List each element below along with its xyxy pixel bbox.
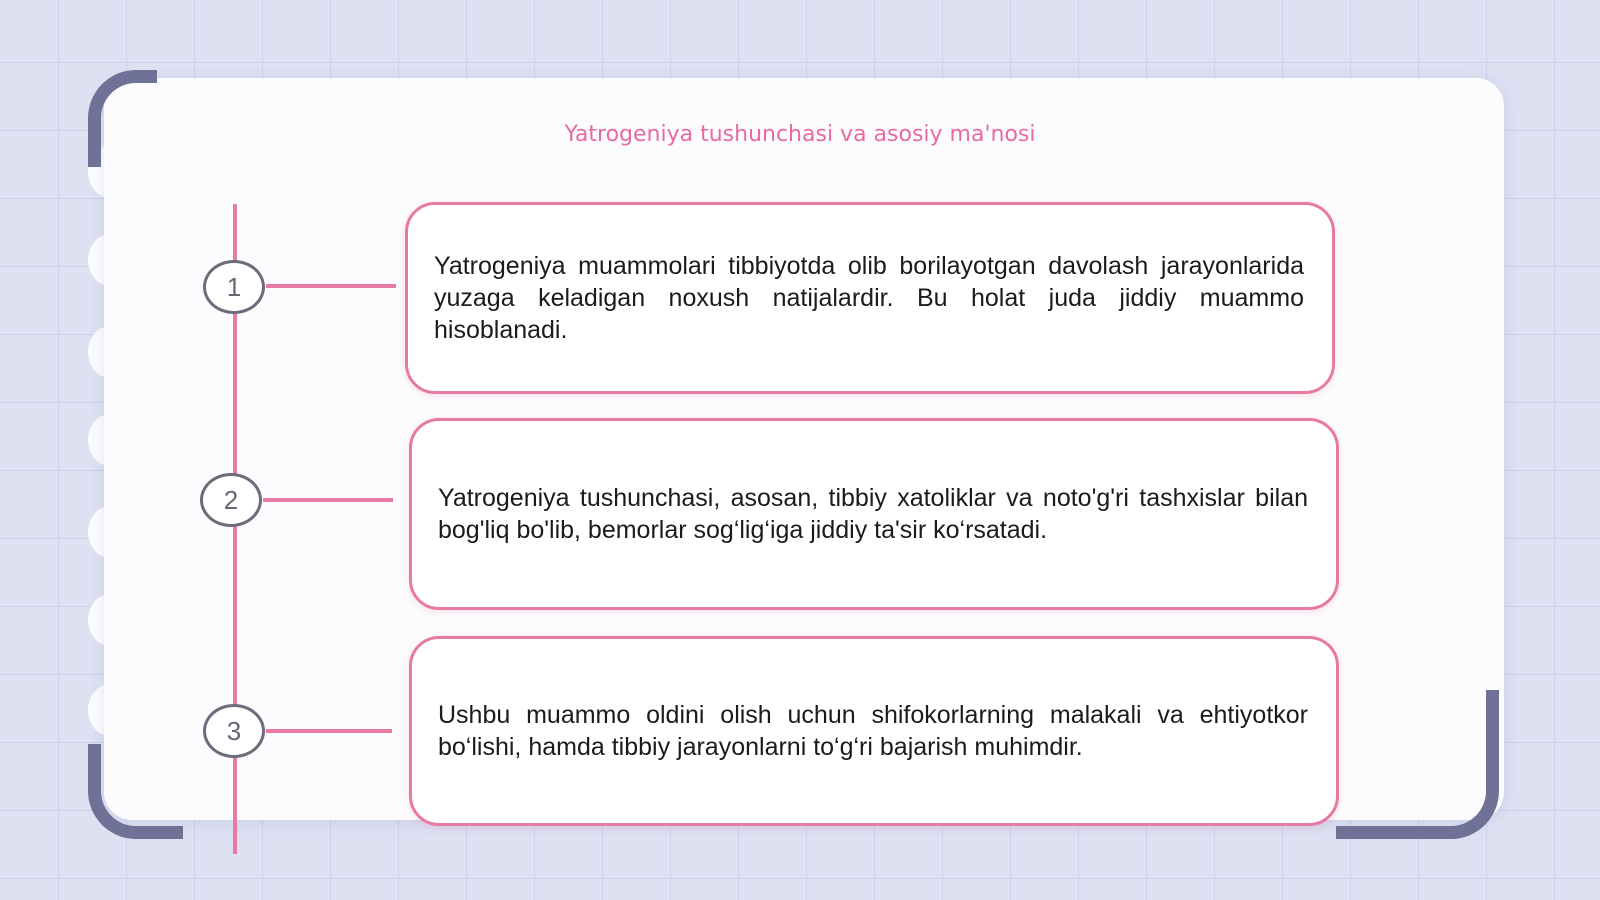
step-number: 3 — [226, 715, 242, 746]
timeline-connector — [266, 284, 396, 288]
card-text: Ushbu muammo oldini olish uchun shifokorlarning malakali va ehtiyotkor bo‘lishi, hamda tibbiy jarayonlarni to‘g‘ri bajarish muhimdir. — [438, 701, 1308, 761]
timeline-card — [409, 636, 1339, 826]
corner-bracket-bottom-right — [1336, 690, 1499, 839]
step-number-circle — [200, 473, 262, 527]
corner-bracket-top-left — [88, 70, 157, 167]
step-number: 1 — [226, 271, 242, 302]
timeline-card — [409, 418, 1339, 610]
card-text: Yatrogeniya muammolari tibbiyotda olib borilayotgan davolash jarayonlarida yuzaga keladigan noxush natijalardir. Bu holat juda jiddiy muammo hisoblanadi. — [434, 252, 1304, 344]
timeline-connector — [266, 729, 392, 733]
step-number-circle — [203, 260, 265, 314]
step-number: 2 — [223, 484, 239, 515]
corner-bracket-bottom-left — [88, 744, 183, 839]
timeline-connector — [263, 498, 393, 502]
slide-title: Yatrogeniya tushunchasi va asosiy ma'nosi — [564, 122, 1036, 147]
timeline-card — [405, 202, 1335, 394]
card-text: Yatrogeniya tushunchasi, asosan, tibbiy xatoliklar va noto'g'ri tashxislar bilan bog'liq bo'lib, bemorlar sog‘lig‘iga jiddiy ta'sir ko‘rsatadi. — [438, 484, 1308, 544]
step-number-circle — [203, 704, 265, 758]
